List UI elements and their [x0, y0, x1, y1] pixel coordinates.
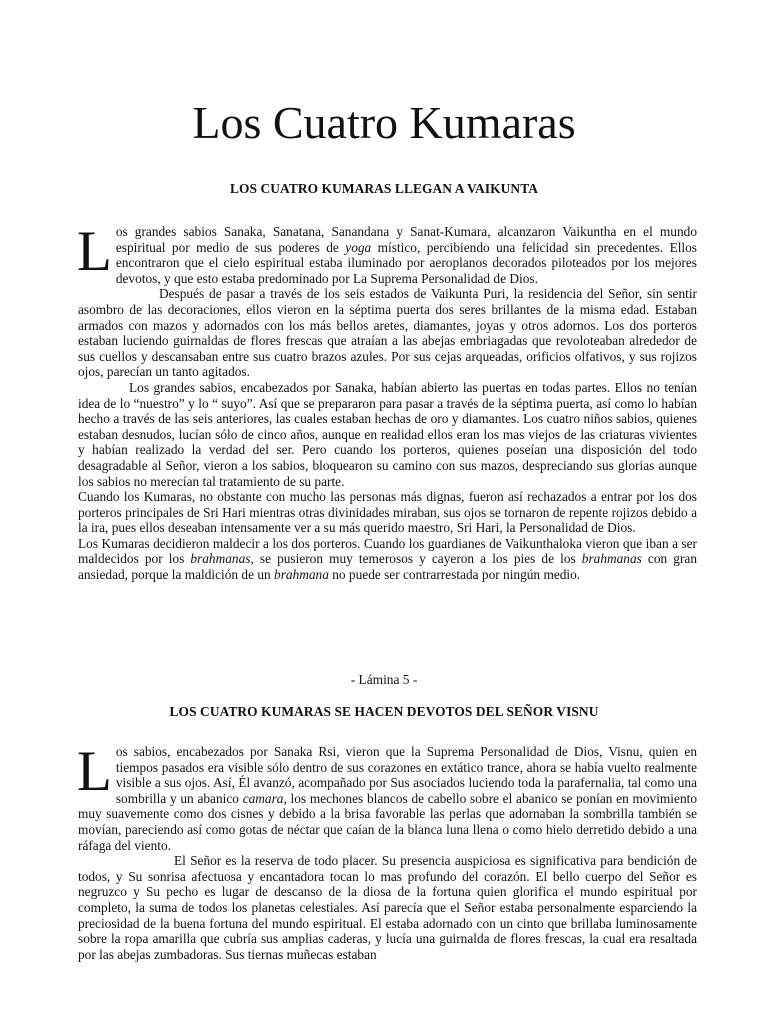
paragraph	[77, 740, 697, 853]
text-run: , los mechones blancos de cabello sobre el abanico se ponían en movimiento muy suavemente como dos cisnes y debido a la brisa favorable las perlas que adornaban la sombrilla también se movían, pareciendo así como gotas de néctar que caían de la blanca luna llena o como hielo derretido debido a una ráfaga del viento.	[78, 790, 697, 853]
paragraph	[77, 220, 698, 286]
paragraph: Los grandes sabios, encabezados por Sanaka, habían abierto las puertas en todas partes. Ellos no tenían idea de lo “nuestro” y lo “ suyo”. Así que se prepararon para pasar a través de la séptima puerta, así como lo habían hecho a través de las seis anteriores, las cuales estaban hechas de oro y diamantes. Los cuatro niños sabios, quienes estaban desnudos, lucían sólo de cinco años, aunque en realidad ellos eran los mas viejos de las criaturas vivientes y habían realizado la verdad del ser. Pero cuando los porteros, quienes poseían una disposición del todo desagradable al Señor, vieron a los sabios, bloquearon su camino con sus mazos, despreciando sus glorias aunque los sabios no merecían tal tratamiento de su parte.	[78, 379, 697, 489]
paragraph	[78, 536, 697, 583]
drop-cap: L	[77, 740, 112, 803]
italic-term: camara	[242, 790, 284, 806]
italic-term: yoga	[345, 239, 372, 255]
paragraph: Cuando los Kumaras, no obstante con mucho las personas más dignas, fueron así rechazados a entrar por los dos porteros principales de Sri Hari mientras otras divinidades miraban, sus ojos se tornaron de repente rojizos debido a la ira, pues ellos deseaban intensamente ver a su más querido maestro, Sri Hari, la Personalidad de Dios.	[78, 489, 697, 536]
text-run: Los Kumaras decidieron maldecir a los dos porteros. Cuando los guardianes de Vaikunthaloka vieron que iban a ser maldecidos por los	[78, 535, 697, 567]
text-run: os grandes sabios Sanaka, Sanatana, Sanandana y Sanat-Kumara, alcanzaron Vaikuntha en el mundo espiritual por medio de sus poderes de	[115, 224, 697, 255]
plate-number: - Lámina 5 -	[350, 672, 418, 687]
italic-term: brahmana	[274, 567, 329, 583]
section-heading-2: LOS CUATRO KUMARAS SE HACEN DEVOTOS DEL SEÑOR VISNU	[169, 704, 599, 719]
italic-term: brahmanas	[581, 551, 642, 567]
text-run: con gran ansiedad, porque la maldición de un	[78, 551, 697, 583]
text-run: os sabios, encabezados por Sanaka Rsi, vieron que la Suprema Personalidad de Dios, Visnu, quien en tiempos pasados era visible sólo dentro de sus corazones en extático trance, ahora se había vuelto realmente visible a sus ojos. Así, Él avanzó, acompañado por Sus asociados luciendo toda la parafernalia, tal como una sombrilla y un abanico	[115, 744, 697, 806]
paragraph: El Señor es la reserva de todo placer. Su presencia auspiciosa es significativa para bendición de todos, y Su sonrisa afectuosa y encantadora tocan lo mas profundo del corazón. El bello cuerpo del Señor es negruzco y Su pecho es lugar de descanso de la diosa de la fortuna quien glorifica el mundo espiritual por completo, la suma de todos los planetas celestiales. Así parecía que el Señor estaba personalmente esparciendo la preciosidad de la buena fortuna del mundo espiritual. El estaba adornado con un cinto que brillaba luminosamente sobre la ropa amarilla que cubría sus amplias caderas, y lucía una guirnalda de flores frescas, la cual era resaltada por las abejas zumbadoras. Sus tiernas muñecas estaban	[78, 853, 697, 962]
section-1-body	[77, 220, 698, 583]
text-run: , se pusieron muy temerosos y cayeron a los pies de los	[250, 551, 582, 567]
italic-term: brahmanas	[190, 551, 251, 567]
text-run: no puede ser contrarrestada por ningún medio.	[328, 567, 581, 583]
text-run: místico, percibiendo una felicidad sin precedentes. Ellos encontraron que el cielo espiritual estaba iluminado por aeroplanos decorados piloteados por los mejores devotos, y que esto estaba predominado por La Suprema Personalidad de Dios.	[115, 239, 698, 286]
paragraph: Después de pasar a través de los seis estados de Vaikunta Puri, la residencia del Señor, sin sentir asombro de las decoraciones, ellos vieron en la séptima puerta dos seres brillantes de la misma edad. Estaban armados con mazos y adornados con los más bellos aretes, diamantes, joyas y otros adornos. Los dos porteros estaban luciendo guirnaldas de flores frescas que atraían a las abejas embriagadas que revoloteaban alrededor de sus cuellos y descansaban entre sus cuatro brazos azules. Por sus cejas arqueadas, orificios olfativos, y sus rojizos ojos, parecían un tanto agitados.	[78, 286, 697, 380]
section-heading-1: LOS CUATRO KUMARAS LLEGAN A VAIKUNTA	[229, 181, 539, 196]
page-title: Los Cuatro Kumaras	[192, 97, 576, 148]
section-2-body	[77, 740, 697, 962]
drop-cap: L	[77, 220, 112, 283]
